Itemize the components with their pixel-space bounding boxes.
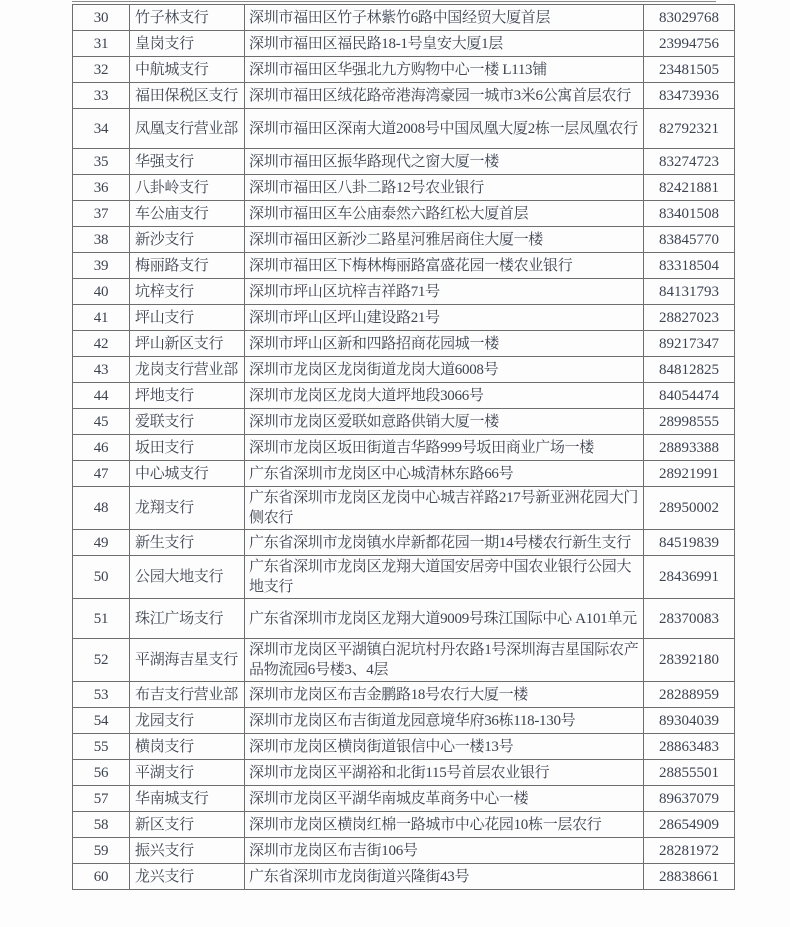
branch-name-cell: 华强支行 (130, 149, 245, 175)
branch-name-cell: 平湖海吉星支行 (130, 639, 245, 682)
branch-name-cell: 珠江广场支行 (130, 599, 245, 639)
table-row (73, 57, 735, 83)
table-row (73, 556, 735, 599)
table-row (73, 109, 735, 149)
branch-name-cell: 坑梓支行 (130, 279, 245, 305)
address-cell: 广东省深圳市龙岗区龙翔大道国安居旁中国农业银行公园大地支行 (245, 556, 644, 599)
row-number-cell: 58 (73, 812, 130, 838)
phone-cell: 28827023 (644, 305, 735, 331)
branch-name-cell: 龙岗支行营业部 (130, 357, 245, 383)
phone-cell: 84812825 (644, 357, 735, 383)
address-cell: 深圳市龙岗区平湖镇白泥坑村丹农路1号深圳海吉星国际农产品物流园6号楼3、4层 (245, 639, 644, 682)
table-row (73, 487, 735, 530)
address-cell: 深圳市龙岗区横岗红棉一路城市中心花园10栋一层农行 (245, 812, 644, 838)
phone-cell: 28288959 (644, 682, 735, 708)
phone-cell: 28436991 (644, 556, 735, 599)
phone-cell: 23994756 (644, 31, 735, 57)
phone-cell: 83401508 (644, 201, 735, 227)
row-number-cell: 52 (73, 639, 130, 682)
branch-name-cell: 新生支行 (130, 530, 245, 556)
row-number-cell: 45 (73, 409, 130, 435)
address-cell: 深圳市龙岗区龙岗街道龙岗大道6008号 (245, 357, 644, 383)
phone-cell: 83318504 (644, 253, 735, 279)
row-number-cell: 44 (73, 383, 130, 409)
row-number-cell: 51 (73, 599, 130, 639)
branch-name-cell: 坪山支行 (130, 305, 245, 331)
address-cell: 深圳市福田区新沙二路星河雅居商住大厦一楼 (245, 227, 644, 253)
table-row (73, 175, 735, 201)
phone-cell: 82421881 (644, 175, 735, 201)
table-row (73, 838, 735, 864)
row-number-cell: 35 (73, 149, 130, 175)
address-cell: 深圳市龙岗区平湖华南城皮革商务中心一楼 (245, 786, 644, 812)
table-row (73, 409, 735, 435)
address-cell: 深圳市龙岗区龙岗大道坪地段3066号 (245, 383, 644, 409)
row-number-cell: 36 (73, 175, 130, 201)
branch-name-cell: 坂田支行 (130, 435, 245, 461)
branch-name-cell: 爱联支行 (130, 409, 245, 435)
phone-cell: 28863483 (644, 734, 735, 760)
address-cell: 广东省深圳市龙岗镇水岸新都花园一期14号楼农行新生支行 (245, 530, 644, 556)
branch-name-cell: 平湖支行 (130, 760, 245, 786)
table-row (73, 331, 735, 357)
phone-cell: 28654909 (644, 812, 735, 838)
phone-cell: 28855501 (644, 760, 735, 786)
address-cell: 深圳市龙岗区平湖裕和北街115号首层农业银行 (245, 760, 644, 786)
row-number-cell: 38 (73, 227, 130, 253)
address-cell: 广东省深圳市龙岗街道兴隆街43号 (245, 864, 644, 890)
branch-name-cell: 竹子林支行 (130, 5, 245, 31)
row-number-cell: 50 (73, 556, 130, 599)
table-row (73, 31, 735, 57)
branch-name-cell: 布吉支行营业部 (130, 682, 245, 708)
table-row (73, 682, 735, 708)
row-number-cell: 39 (73, 253, 130, 279)
phone-cell: 83845770 (644, 227, 735, 253)
phone-cell: 28281972 (644, 838, 735, 864)
branch-table (72, 4, 735, 890)
branch-name-cell: 龙园支行 (130, 708, 245, 734)
phone-cell: 84054474 (644, 383, 735, 409)
address-cell: 深圳市龙岗区爱联如意路供销大厦一楼 (245, 409, 644, 435)
row-number-cell: 40 (73, 279, 130, 305)
branch-name-cell: 坪地支行 (130, 383, 245, 409)
phone-cell: 28921991 (644, 461, 735, 487)
row-number-cell: 55 (73, 734, 130, 760)
branch-name-cell: 中航城支行 (130, 57, 245, 83)
table-row (73, 786, 735, 812)
table-row (73, 864, 735, 890)
address-cell: 广东省深圳市龙岗区中心城清林东路66号 (245, 461, 644, 487)
branch-name-cell: 公园大地支行 (130, 556, 245, 599)
table-row (73, 227, 735, 253)
phone-cell: 84519839 (644, 530, 735, 556)
branch-name-cell: 福田保税区支行 (130, 83, 245, 109)
phone-cell: 89217347 (644, 331, 735, 357)
branch-name-cell: 八卦岭支行 (130, 175, 245, 201)
branch-name-cell: 新区支行 (130, 812, 245, 838)
branch-name-cell: 横岗支行 (130, 734, 245, 760)
address-cell: 深圳市福田区振华路现代之窗大厦一楼 (245, 149, 644, 175)
phone-cell: 28392180 (644, 639, 735, 682)
phone-cell: 89304039 (644, 708, 735, 734)
previous-row-border-line (72, 1, 716, 2)
row-number-cell: 54 (73, 708, 130, 734)
table-row (73, 201, 735, 227)
row-number-cell: 31 (73, 31, 130, 57)
table-row (73, 279, 735, 305)
address-cell: 深圳市福田区八卦二路12号农业银行 (245, 175, 644, 201)
address-cell: 深圳市龙岗区布吉金鹏路18号农行大厦一楼 (245, 682, 644, 708)
table-row (73, 812, 735, 838)
table-row (73, 530, 735, 556)
table-row (73, 734, 735, 760)
row-number-cell: 33 (73, 83, 130, 109)
phone-cell: 83029768 (644, 5, 735, 31)
phone-cell: 28893388 (644, 435, 735, 461)
row-number-cell: 48 (73, 487, 130, 530)
address-cell: 广东省深圳市龙岗区龙翔大道9009号珠江国际中心 A101单元 (245, 599, 644, 639)
table-row (73, 383, 735, 409)
table-row (73, 708, 735, 734)
branch-name-cell: 车公庙支行 (130, 201, 245, 227)
phone-cell: 83274723 (644, 149, 735, 175)
address-cell: 广东省深圳市龙岗区龙岗中心城吉祥路217号新亚洲花园大门侧农行 (245, 487, 644, 530)
branch-name-cell: 梅丽路支行 (130, 253, 245, 279)
row-number-cell: 56 (73, 760, 130, 786)
branch-name-cell: 新沙支行 (130, 227, 245, 253)
branch-name-cell: 凤凰支行营业部 (130, 109, 245, 149)
address-cell: 深圳市坪山区坪山建设路21号 (245, 305, 644, 331)
address-cell: 深圳市福田区深南大道2008号中国凤凰大厦2栋一层凤凰农行 (245, 109, 644, 149)
row-number-cell: 59 (73, 838, 130, 864)
address-cell: 深圳市福田区绒花路帝港海湾豪园一城市3米6公寓首层农行 (245, 83, 644, 109)
table-row (73, 639, 735, 682)
row-number-cell: 43 (73, 357, 130, 383)
row-number-cell: 57 (73, 786, 130, 812)
address-cell: 深圳市福田区华强北九方购物中心一楼 L113铺 (245, 57, 644, 83)
row-number-cell: 34 (73, 109, 130, 149)
phone-cell: 82792321 (644, 109, 735, 149)
row-number-cell: 41 (73, 305, 130, 331)
phone-cell: 23481505 (644, 57, 735, 83)
row-number-cell: 30 (73, 5, 130, 31)
table-row (73, 149, 735, 175)
phone-cell: 28370083 (644, 599, 735, 639)
table-row (73, 435, 735, 461)
row-number-cell: 53 (73, 682, 130, 708)
table-row (73, 357, 735, 383)
branch-name-cell: 坪山新区支行 (130, 331, 245, 357)
address-cell: 深圳市福田区下梅林梅丽路富盛花园一楼农业银行 (245, 253, 644, 279)
phone-cell: 83473936 (644, 83, 735, 109)
address-cell: 深圳市福田区竹子林紫竹6路中国经贸大厦首层 (245, 5, 644, 31)
address-cell: 深圳市坪山区坑梓吉祥路71号 (245, 279, 644, 305)
address-cell: 深圳市福田区车公庙泰然六路红松大厦首层 (245, 201, 644, 227)
phone-cell: 84131793 (644, 279, 735, 305)
branch-name-cell: 龙兴支行 (130, 864, 245, 890)
row-number-cell: 60 (73, 864, 130, 890)
phone-cell: 89637079 (644, 786, 735, 812)
phone-cell: 28998555 (644, 409, 735, 435)
row-number-cell: 37 (73, 201, 130, 227)
table-row (73, 83, 735, 109)
branch-table-body (73, 5, 735, 890)
table-row (73, 305, 735, 331)
branch-name-cell: 华南城支行 (130, 786, 245, 812)
branch-name-cell: 振兴支行 (130, 838, 245, 864)
branch-name-cell: 皇岗支行 (130, 31, 245, 57)
address-cell: 深圳市坪山区新和四路招商花园城一楼 (245, 331, 644, 357)
table-row (73, 461, 735, 487)
address-cell: 深圳市龙岗区布吉街道龙园意境华府36栋118-130号 (245, 708, 644, 734)
branch-name-cell: 龙翔支行 (130, 487, 245, 530)
table-row (73, 253, 735, 279)
row-number-cell: 49 (73, 530, 130, 556)
table-row (73, 599, 735, 639)
address-cell: 深圳市福田区福民路18-1号皇安大厦1层 (245, 31, 644, 57)
row-number-cell: 42 (73, 331, 130, 357)
branch-name-cell: 中心城支行 (130, 461, 245, 487)
address-cell: 深圳市龙岗区坂田街道吉华路999号坂田商业广场一楼 (245, 435, 644, 461)
phone-cell: 28838661 (644, 864, 735, 890)
table-row (73, 760, 735, 786)
phone-cell: 28950002 (644, 487, 735, 530)
table-row (73, 5, 735, 31)
row-number-cell: 32 (73, 57, 130, 83)
address-cell: 深圳市龙岗区布吉街106号 (245, 838, 644, 864)
address-cell: 深圳市龙岗区横岗街道银信中心一楼13号 (245, 734, 644, 760)
row-number-cell: 47 (73, 461, 130, 487)
row-number-cell: 46 (73, 435, 130, 461)
